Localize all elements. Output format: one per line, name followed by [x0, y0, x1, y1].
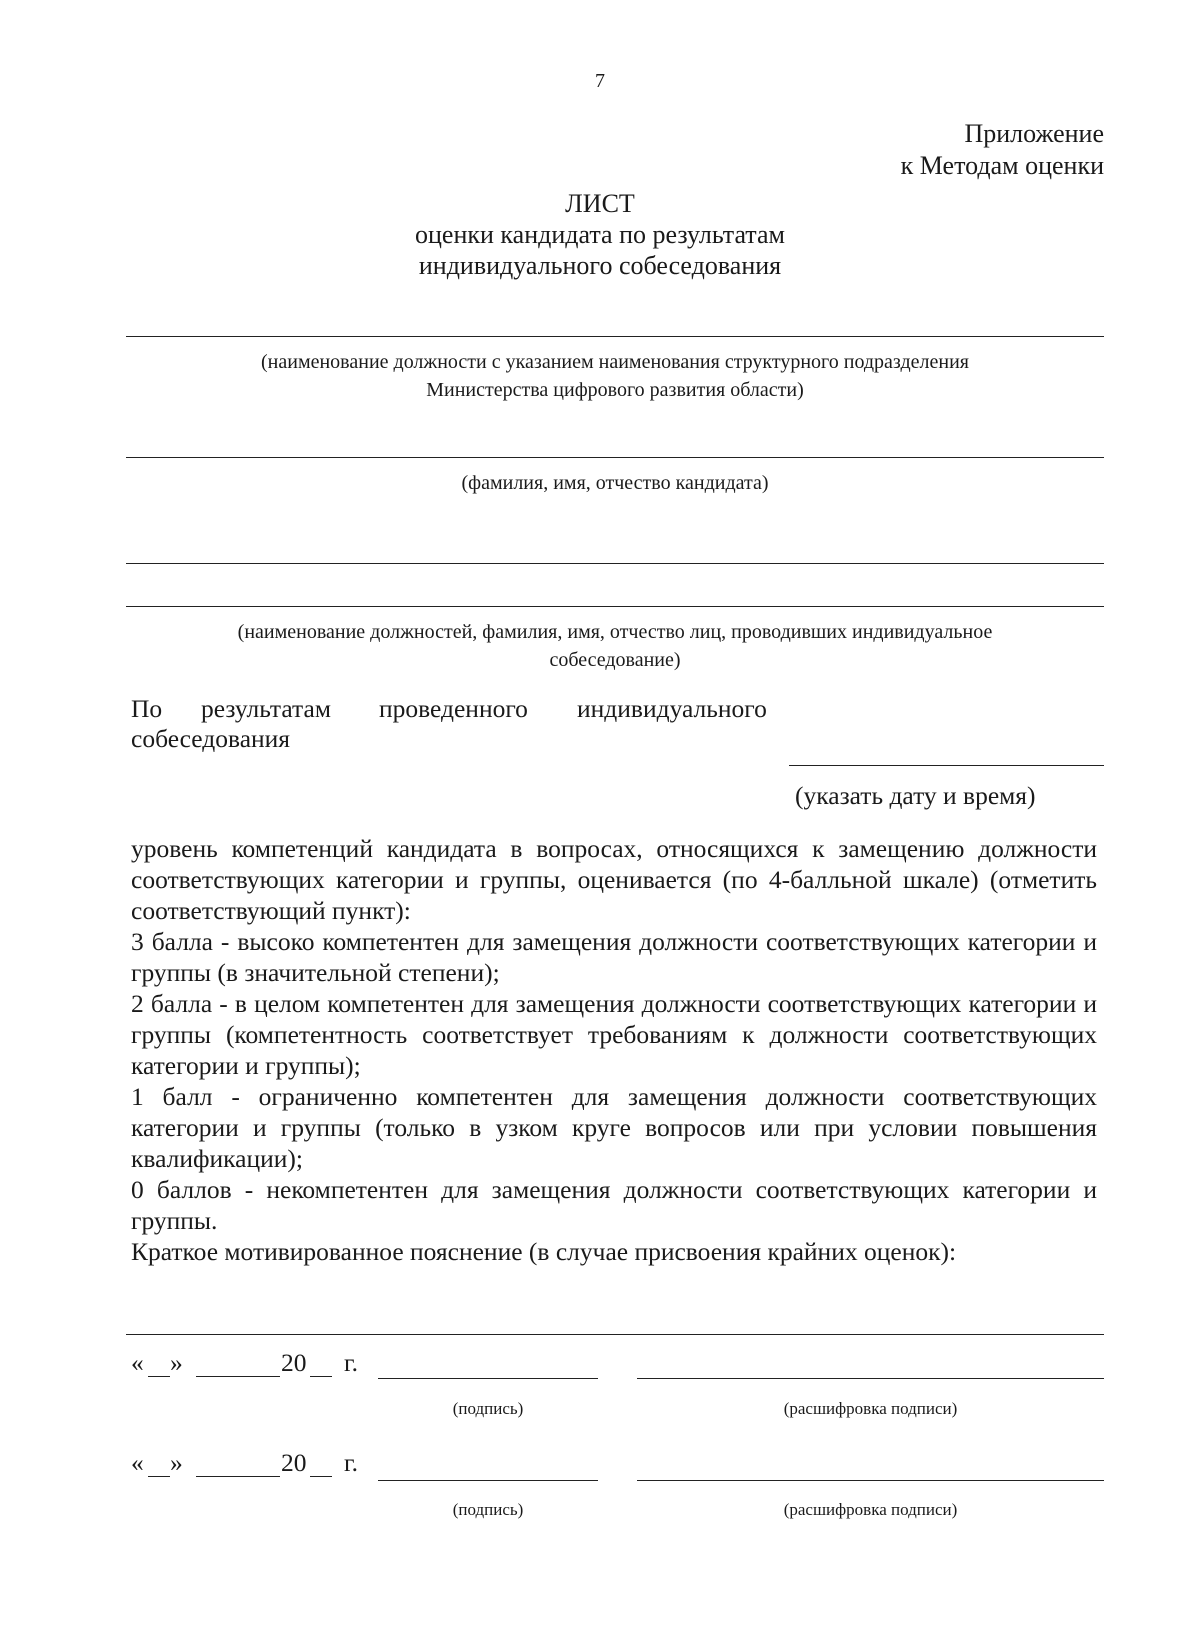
- title-sub-2: индивидуального собеседования: [418, 251, 782, 280]
- document-title: [0, 188, 1200, 281]
- year-input-line[interactable]: [310, 1476, 332, 1477]
- results-word-4: индивидуального: [577, 694, 767, 723]
- interviewers-caption: [126, 618, 1104, 674]
- results-line-2: собеседования: [131, 724, 291, 753]
- signature-decode-input-line[interactable]: [637, 1480, 1104, 1481]
- score-2-option[interactable]: 2 балла - в целом компетентен для замещения должности соответствующих категории и группы (компетентность соответствует требованиям к должности соответствующих категории и группы);: [131, 989, 1097, 1080]
- year-prefix: 20: [281, 1448, 307, 1477]
- signature-caption: (подпись): [452, 1500, 524, 1519]
- date-open-quote: «: [131, 1348, 144, 1377]
- day-input-line[interactable]: [148, 1476, 170, 1477]
- page-number: 7: [595, 70, 605, 92]
- position-caption-line-1: (наименование должности с указанием наименования структурного подразделения: [261, 351, 969, 373]
- candidate-caption: (фамилия, имя, отчество кандидата): [461, 472, 769, 494]
- interviewers-input-line-1[interactable]: [126, 563, 1104, 564]
- appendix-line-2: к Методам оценки: [900, 151, 1104, 180]
- title-sub-1: оценки кандидата по результатам: [415, 220, 785, 249]
- results-word-2: результатам: [201, 694, 331, 723]
- year-input-line[interactable]: [310, 1376, 332, 1377]
- title-main: ЛИСТ: [565, 189, 635, 218]
- month-input-line[interactable]: [196, 1376, 280, 1377]
- interviewers-caption-line-2: собеседование): [549, 649, 681, 671]
- signature-decode-input-line[interactable]: [637, 1378, 1104, 1379]
- results-word-1: По: [131, 694, 163, 723]
- position-input-line[interactable]: [126, 336, 1104, 337]
- year-prefix: 20: [281, 1348, 307, 1377]
- appendix-header: [901, 118, 1104, 182]
- assessment-body: [131, 833, 1097, 1267]
- date-time-caption: (указать дату и время): [795, 781, 1036, 810]
- date-time-input-line[interactable]: [789, 765, 1104, 766]
- year-suffix: г.: [344, 1348, 358, 1377]
- score-3-option[interactable]: 3 балла - высоко компетентен для замещения должности соответствующих категории и группы (в значительной степени);: [131, 927, 1097, 987]
- candidate-input-line[interactable]: [126, 457, 1104, 458]
- date-close-quote: »: [170, 1348, 183, 1377]
- signature-decode-caption: (расшифровка подписи): [783, 1399, 958, 1418]
- date-close-quote: »: [170, 1448, 183, 1477]
- assessment-intro: уровень компетенций кандидата в вопросах, относящихся к замещению должности соответствующих категории и группы, оценивается (по 4-балльной шкале) (отметить соответствующий пункт):: [131, 834, 1097, 925]
- date-open-quote: «: [131, 1448, 144, 1477]
- explanation-label: Краткое мотивированное пояснение (в случае присвоения крайних оценок):: [131, 1237, 957, 1266]
- day-input-line[interactable]: [148, 1376, 170, 1377]
- interviewers-input-line-2[interactable]: [126, 606, 1104, 607]
- score-0-option[interactable]: 0 баллов - некомпетентен для замещения должности соответствующих категории и группы.: [131, 1175, 1097, 1235]
- year-suffix: г.: [344, 1448, 358, 1477]
- signature-input-line[interactable]: [378, 1480, 598, 1481]
- appendix-line-1: Приложение: [964, 119, 1104, 148]
- signature-decode-caption: (расшифровка подписи): [783, 1500, 958, 1519]
- signature-caption: (подпись): [452, 1399, 524, 1418]
- month-input-line[interactable]: [196, 1476, 280, 1477]
- results-word-3: проведенного: [379, 694, 528, 723]
- signature-input-line[interactable]: [378, 1378, 598, 1379]
- position-caption: [126, 348, 1104, 404]
- interviewers-caption-line-1: (наименование должностей, фамилия, имя, отчество лиц, проводивших индивидуальное: [237, 621, 993, 643]
- explanation-input-line[interactable]: [126, 1334, 1104, 1335]
- position-caption-line-2: Министерства цифрового развития области): [426, 379, 804, 401]
- score-1-option[interactable]: 1 балл - ограниченно компетентен для замещения должности соответствующих категории и группы (только в узком круге вопросов или при условии повышения квалификации);: [131, 1082, 1097, 1173]
